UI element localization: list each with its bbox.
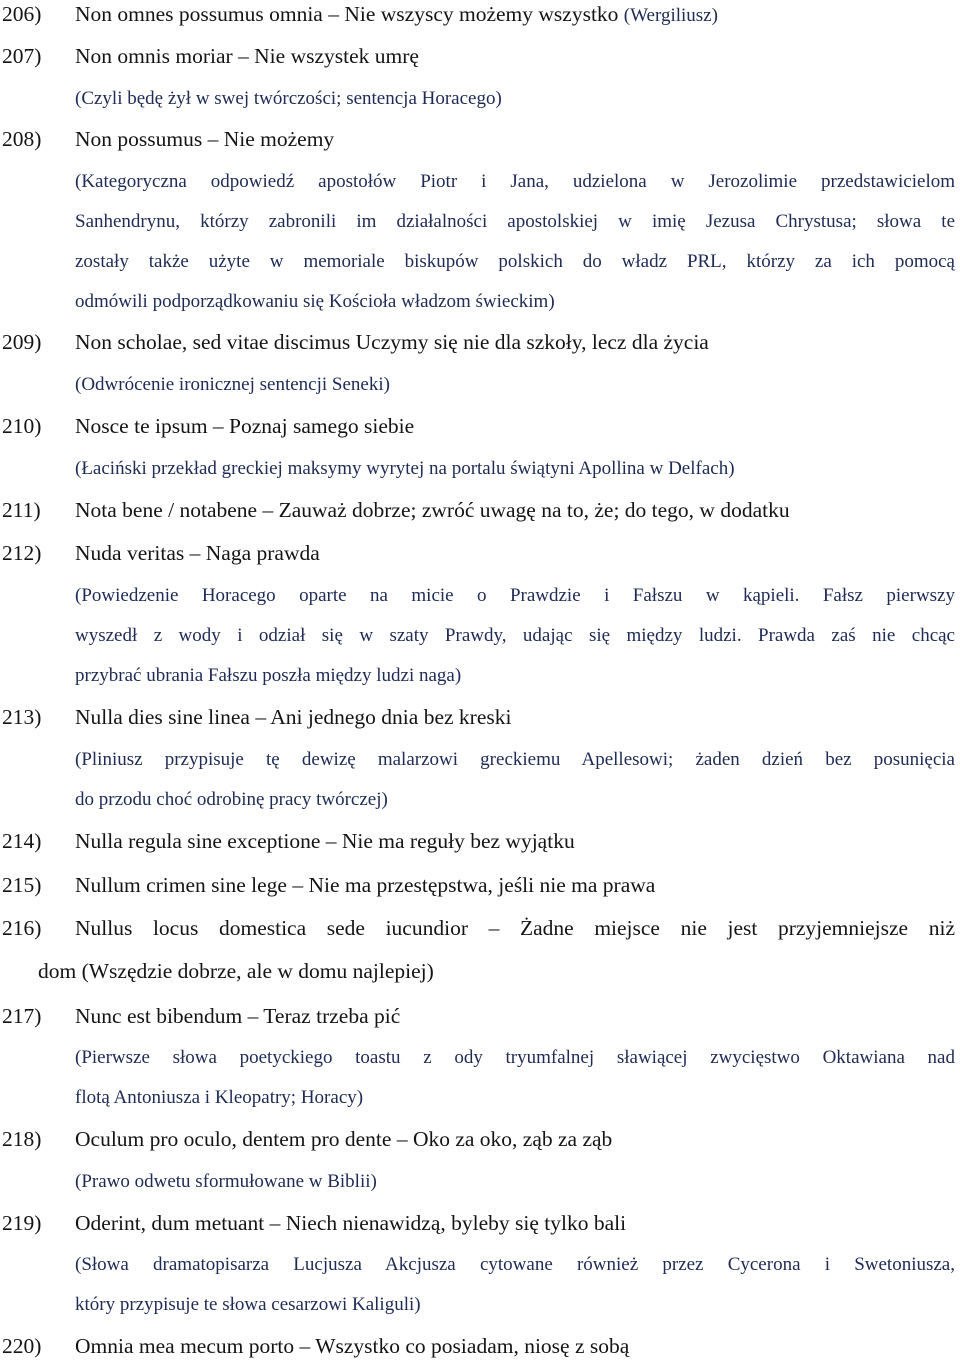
entry-note: flotą Antoniusza i Kleopatry; Horacy) [75, 1087, 364, 1108]
entry-number: 215) [2, 873, 42, 897]
entry-number: 220) [2, 1334, 42, 1358]
entry-number: 209) [2, 330, 42, 354]
entry-note: Sanhendrynu, którzy zabronili im działalności apostolskiej w imię Jezusa Chrystusa; słowa te [75, 211, 955, 232]
entry-number: 212) [2, 541, 42, 565]
entry-note: do przodu choć odrobinę pracy twórczej) [75, 789, 388, 810]
entry-note: (Prawo odwetu sformułowane w Biblii) [75, 1171, 377, 1192]
entry-number: 219) [2, 1211, 42, 1235]
entry-note: (Odwrócenie ironicznej sentencji Seneki) [75, 374, 390, 395]
entry-text: Nosce te ipsum – Poznaj samego siebie [75, 414, 415, 438]
entry-text: Non possumus – Nie możemy [75, 127, 335, 151]
entry-text: Nunc est bibendum – Teraz trzeba pić [75, 1004, 401, 1028]
entry-text: Nota bene / notabene – Zauważ dobrze; zwróć uwagę na to, że; do tego, w dodatku [75, 498, 790, 522]
entry-text: Omnia mea mecum porto – Wszystko co posiadam, niosę z sobą [75, 1334, 630, 1358]
entry-text: Non omnes possumus omnia – Nie wszyscy możemy wszystko (Wergiliusz) [75, 2, 718, 26]
entry-text: Nullus locus domestica sede iucundior – Żadne miejsce nie jest przyjemniejsze niż [75, 916, 955, 940]
entry-text: Nulla regula sine exceptione – Nie ma reguły bez wyjątku [75, 829, 575, 853]
entry-note: wyszedł z wody i odział się w szaty Prawdy, udając się między ludzi. Prawda zaś nie chcąc [75, 625, 955, 646]
entry-number: 211) [2, 498, 41, 522]
entry-text: Non scholae, sed vitae discimus Uczymy się nie dla szkoły, lecz dla życia [75, 330, 709, 354]
entry-note: zostały także użyte w memoriale biskupów polskich do władz PRL, którzy za ich pomocą [75, 251, 955, 272]
entry-number: 208) [2, 127, 42, 151]
entry-note: (Pliniusz przypisuje tę dewizę malarzowi greckiemu Apellesowi; żaden dzień bez posunięcia [75, 749, 955, 770]
entry-note: (Łaciński przekład greckiej maksymy wyrytej na portalu świątyni Apollina w Delfach) [75, 458, 735, 479]
entry-note: (Kategoryczna odpowiedź apostołów Piotr i Jana, udzielona w Jerozolimie przedstawicielom [75, 171, 955, 192]
entry-continuation: dom (Wszędzie dobrze, ale w domu najlepiej) [38, 959, 434, 983]
entry-note: (Powiedzenie Horacego oparte na micie o Prawdzie i Fałszu w kąpieli. Fałsz pierwszy [75, 585, 955, 606]
entry-text: Nullum crimen sine lege – Nie ma przestępstwa, jeśli nie ma prawa [75, 873, 656, 897]
entry-note: odmówili podporządkowaniu się Kościoła władzom świeckim) [75, 291, 555, 312]
entry-number: 214) [2, 829, 42, 853]
entry-text: Nulla dies sine linea – Ani jednego dnia bez kreski [75, 705, 512, 729]
entry-number: 206) [2, 2, 42, 26]
entry-text: Oculum pro oculo, dentem pro dente – Oko za oko, ząb za ząb [75, 1127, 613, 1151]
entry-note: (Słowa dramatopisarza Lucjusza Akcjusza cytowane również przez Cycerona i Swetoniusza, [75, 1254, 955, 1275]
entry-number: 213) [2, 705, 42, 729]
entry-number: 217) [2, 1004, 42, 1028]
entry-number: 216) [2, 916, 42, 940]
entry-number: 218) [2, 1127, 42, 1151]
entry-text: Non omnis moriar – Nie wszystek umrę [75, 44, 419, 68]
entry-inline-note: (Wergiliusz) [623, 5, 718, 26]
entry-text: Nuda veritas – Naga prawda [75, 541, 320, 565]
entry-text: Oderint, dum metuant – Niech nienawidzą, byleby się tylko bali [75, 1211, 627, 1235]
entry-note: który przypisuje te słowa cesarzowi Kaliguli) [75, 1294, 421, 1315]
entry-number: 207) [2, 44, 42, 68]
entry-note: (Czyli będę żył w swej twórczości; sentencja Horacego) [75, 88, 502, 109]
entry-note: przybrać ubrania Fałszu poszła między ludzi naga) [75, 665, 462, 686]
entry-number: 210) [2, 414, 42, 438]
entry-note: (Pierwsze słowa poetyckiego toastu z ody tryumfalnej sławiącej zwycięstwo Oktawiana nad [75, 1047, 955, 1068]
